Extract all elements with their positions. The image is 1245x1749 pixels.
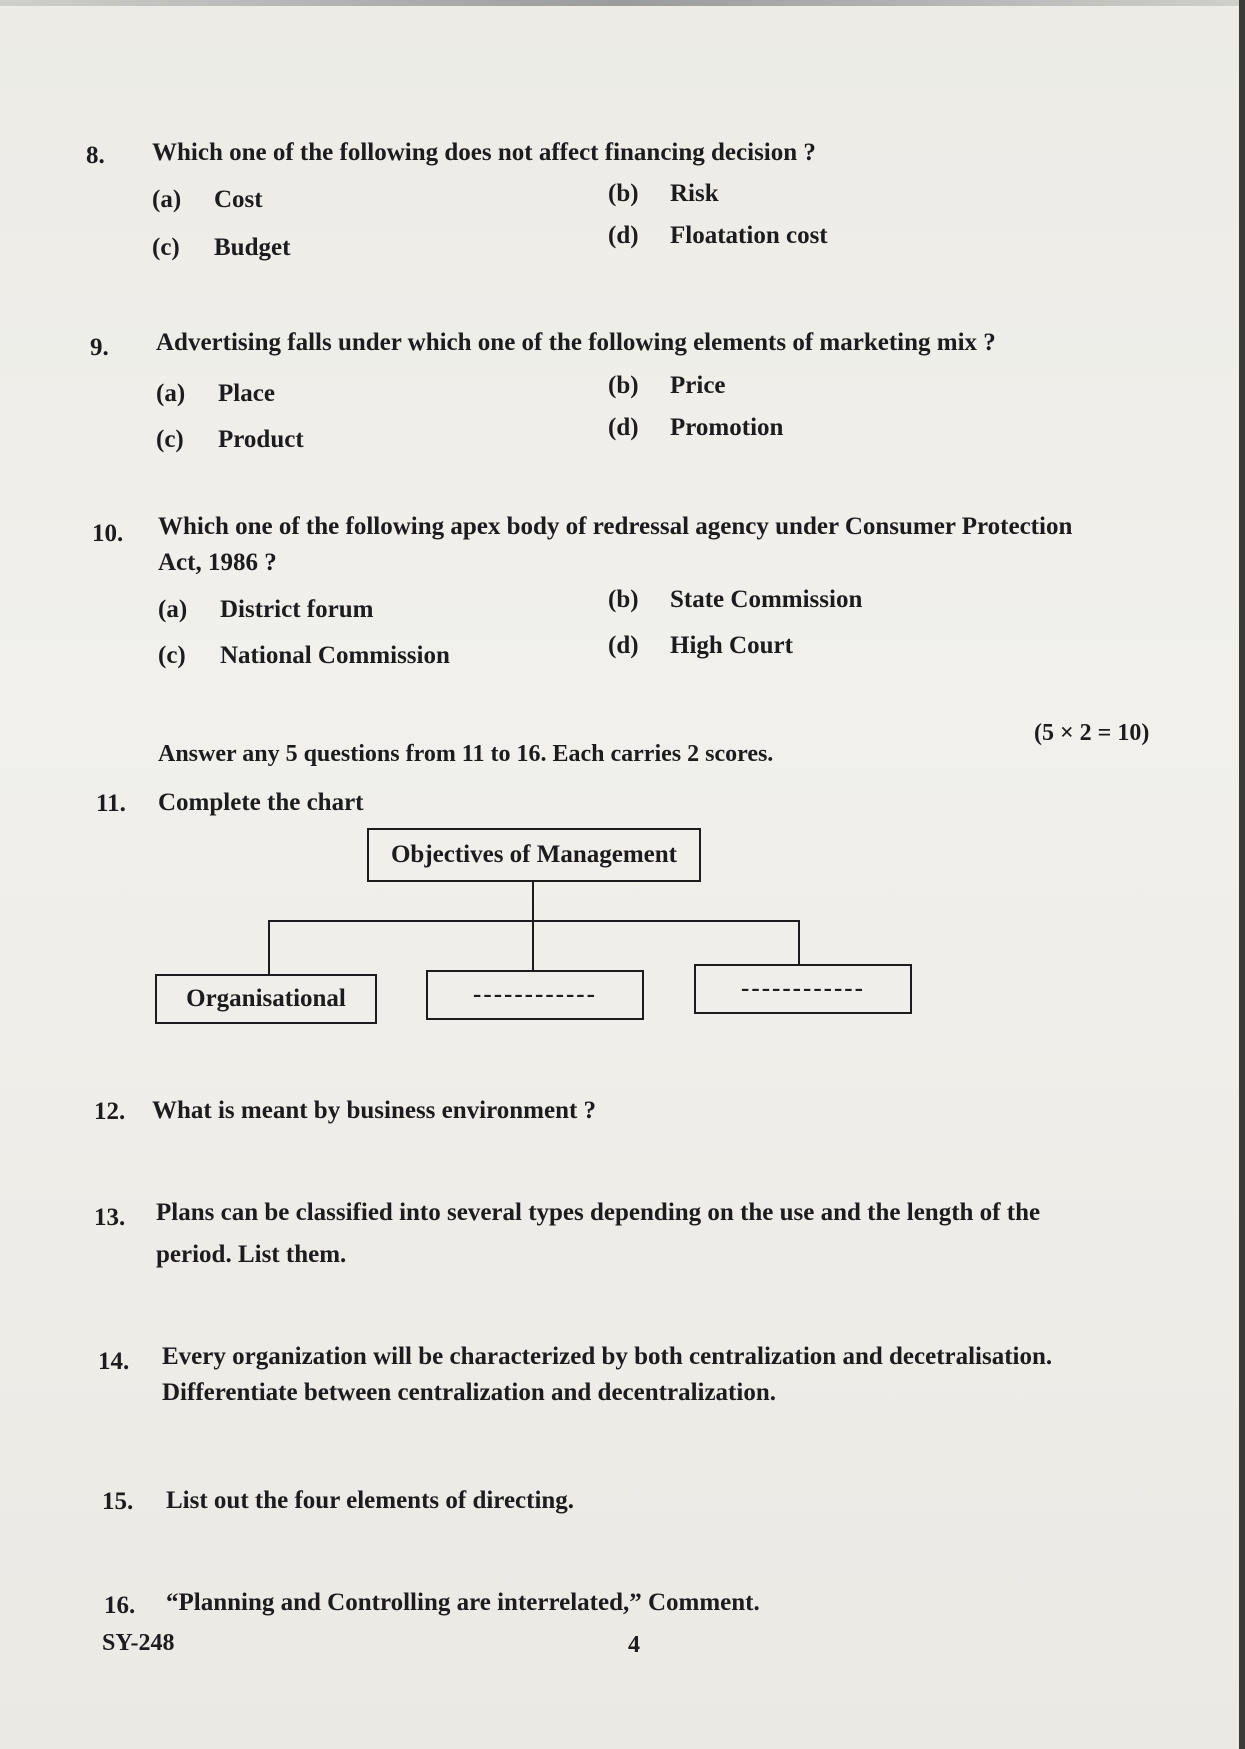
question-12-text: What is meant by business environment ? [152,1097,597,1124]
chart-child-label: ------------ [741,975,865,1002]
question-10-text-line2: Act, 1986 ? [158,549,277,576]
question-9-option-b [608,372,726,400]
chart-child-label: Organisational [186,985,346,1012]
question-9-text: Advertising falls under which one of the following elements of marketing mix ? [156,329,996,356]
chart-right-connector [798,920,800,966]
chart-child-blank-1 [426,970,644,1020]
question-13-text-line2: period. List them. [156,1241,347,1268]
option-text: Floatation cost [670,222,828,249]
question-9-option-d [608,414,783,442]
option-text: District forum [220,596,374,623]
option-text: Price [670,372,726,399]
question-16-text: “Planning and Controlling are interrelated,” Comment. [166,1589,760,1616]
paper-code: SY-248 [102,1630,175,1656]
question-8-number: 8. [86,142,105,169]
question-8-option-a [152,186,263,214]
chart-child-organisational [155,974,377,1024]
option-label: (d) [608,222,639,249]
option-text: Budget [214,234,291,261]
option-label: (a) [156,380,186,407]
question-9-number: 9. [90,334,109,361]
option-text: Promotion [670,414,784,441]
question-8-option-d [608,222,828,250]
chart-left-connector [268,920,270,976]
question-12-number: 12. [94,1098,126,1125]
option-label: (b) [608,372,639,399]
question-9-option-c [156,426,304,454]
question-8-option-b [608,180,719,208]
question-14-number: 14. [98,1348,130,1375]
option-label: (a) [158,596,188,623]
question-15-number: 15. [102,1488,134,1515]
chart-child-label: ------------ [473,981,597,1008]
question-16-number: 16. [104,1592,136,1619]
chart-child-blank-2 [694,964,912,1014]
page-number: 4 [628,1632,640,1658]
question-14-text-line2: Differentiate between centralization and decentralization. [162,1379,776,1406]
option-text: National Commission [220,642,450,669]
section-score: (5 × 2 = 10) [1034,720,1150,746]
option-label: (d) [608,414,639,441]
option-text: High Court [670,632,793,659]
option-text: Risk [670,180,719,207]
question-10-option-d [608,632,793,660]
question-10-option-b [608,586,862,614]
question-13-number: 13. [94,1204,126,1231]
chart-root-box [367,828,701,882]
question-11-text: Complete the chart [158,789,364,816]
question-10-option-a [158,596,373,624]
option-label: (d) [608,632,639,659]
option-text: State Commission [670,586,863,613]
chart-branch-line [268,920,800,922]
question-13-text-line1: Plans can be classified into several types depending on the use and the length of the [156,1199,1041,1226]
top-edge [0,0,1245,6]
option-label: (c) [158,642,186,669]
question-8-text: Which one of the following does not affect financing decision ? [152,139,816,166]
option-text: Place [218,380,275,407]
option-text: Product [218,426,304,453]
option-label: (c) [152,234,180,261]
question-14-text-line1: Every organization will be characterized by both centralization and decetralisation. [162,1343,1053,1370]
question-9-option-a [156,380,275,408]
option-label: (c) [156,426,184,453]
option-label: (b) [608,586,639,613]
option-text: Cost [214,186,263,213]
section-instruction: Answer any 5 questions from 11 to 16. Each carries 2 scores. [158,741,774,767]
chart-trunk-line [532,882,534,970]
question-8-option-c [152,234,290,262]
question-15-text: List out the four elements of directing. [166,1487,575,1514]
question-11-number: 11. [96,790,126,817]
question-10-number: 10. [92,520,124,547]
chart-root-label: Objectives of Management [390,841,678,868]
option-label: (b) [608,180,639,207]
page-edge [1239,0,1245,1749]
question-10-text-line1: Which one of the following apex body of redressal agency under Consumer Protection [158,513,1073,540]
option-label: (a) [152,186,182,213]
question-10-option-c [158,642,450,670]
